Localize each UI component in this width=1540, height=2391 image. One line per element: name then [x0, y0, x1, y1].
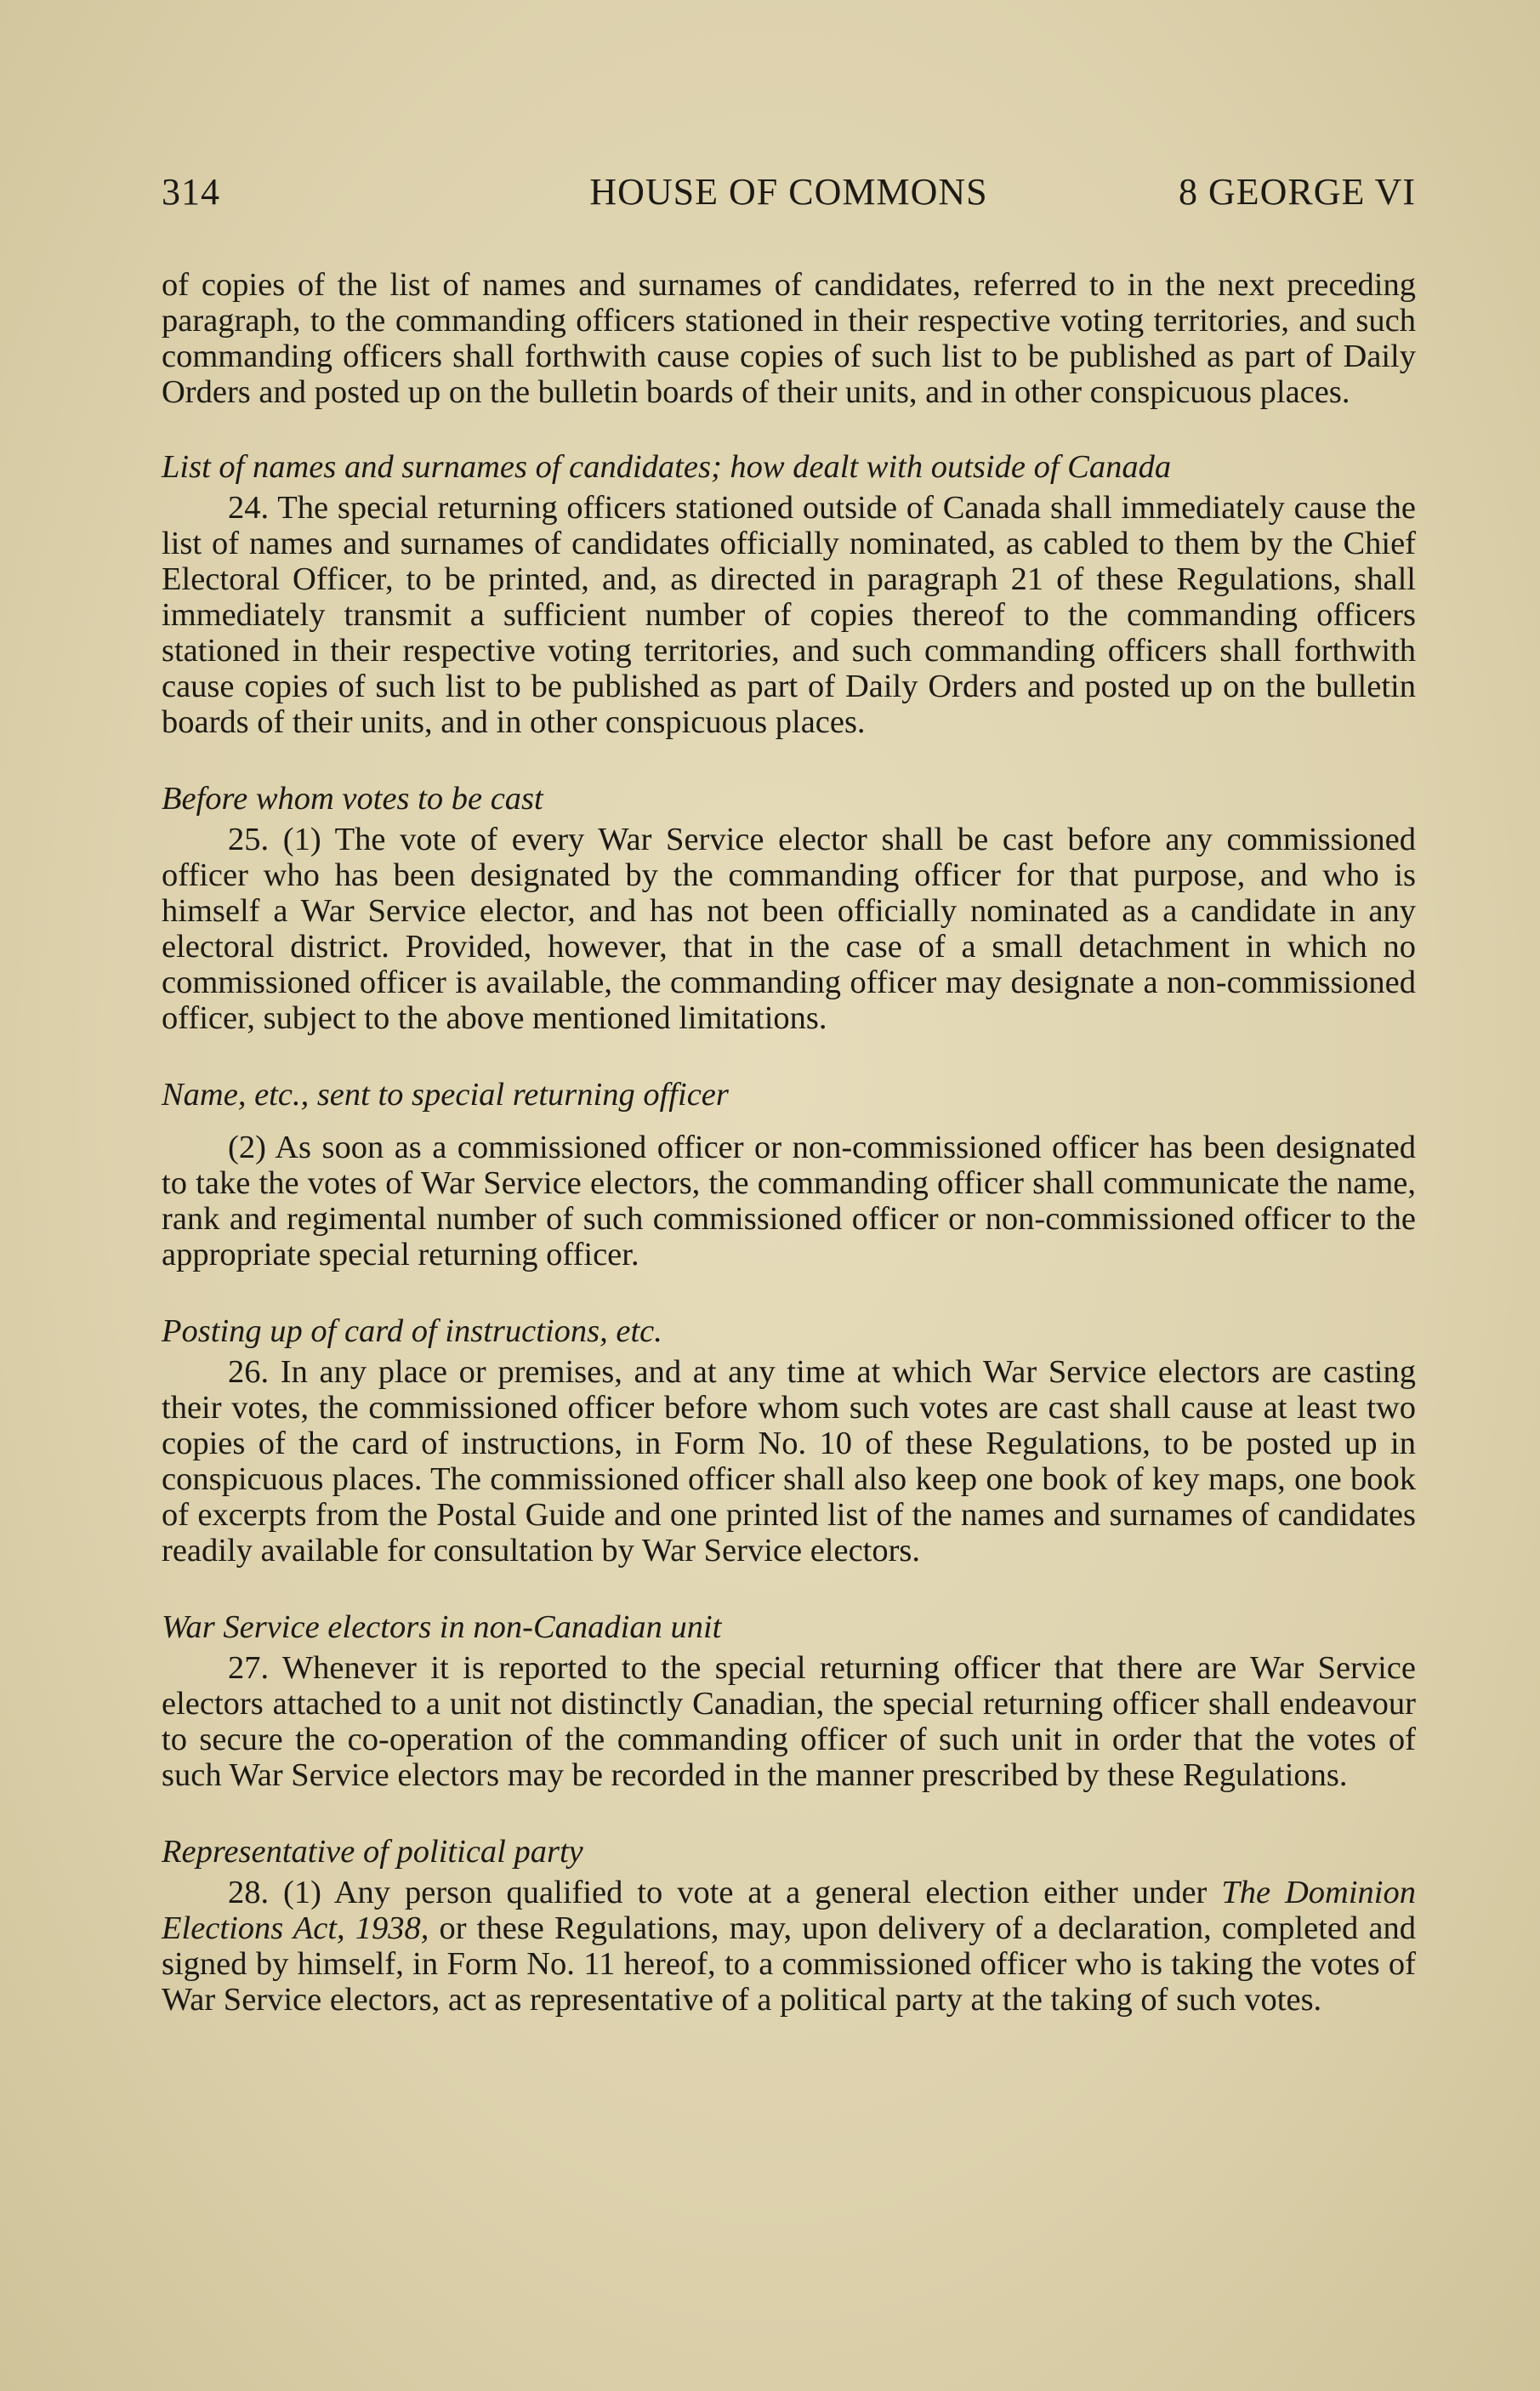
paragraph-26: 26. In any place or premises, and at any time at which War Service electors are casting their votes, the commissioned officer before whom such votes are cast shall cause at least two copies of the card of instructions, in Form No. 10 of these Regulations, to be posted up in conspicuous places. The commissioned officer shall also keep one book of key maps, one book of excerpts from the Postal Guide and one printed list of the names and surnames of candidates readily available for consultation by War Service electors. — [162, 1354, 1416, 1568]
paragraph-25-1: 25. (1) The vote of every War Service elector shall be cast before any commissioned officer who has been designated by the commanding officer for that purpose, and who is himself a War Service elector, and has not been officially nominated as a candidate in any electoral district. Provided, however, that in the case of a small detachment in which no commissioned officer is available, the commanding officer may designate a non-commissioned officer, subject to the above mentioned limitations. — [162, 822, 1416, 1036]
running-header — [162, 170, 1416, 221]
section-heading-28: Representative of political party — [162, 1834, 583, 1870]
section-heading-27: War Service electors in non-Canadian unit — [162, 1609, 722, 1645]
paragraph-28-text-a: 28. (1) Any person qualified to vote at a general election either under — [228, 1875, 1222, 1910]
act-title: The Dominion Elections Act, 1938, — [162, 1875, 1417, 1946]
page-number: 314 — [162, 171, 220, 213]
paragraph-28-text-b: or these Regulations, may, upon delivery of a declaration, completed and signed by himself, in Form No. 11 hereof, to a commissioned officer who is taking the votes of War Service electors, act as representative of a political party at the taking of such votes. — [162, 1910, 1416, 2018]
paragraph-24: 24. The special returning officers stationed outside of Canada shall immediately cause the list of names and surnames of candidates officially nominated, as cabled to them by the Chief Electoral Officer, to be printed, and, as directed in paragraph 21 of these Regulations, shall immediately transmit a sufficient number of copies thereof to the commanding officers stationed in their respective voting territories, and such commanding officers shall forthwith cause copies of such list to be published as part of Daily Orders and posted up on the bulletin boards of their units, and in other conspicuous places. — [162, 490, 1416, 740]
section-heading-26: Posting up of card of instructions, etc. — [162, 1313, 662, 1349]
paragraph-27: 27. Whenever it is reported to the special returning officer that there are War Service electors attached to a unit not distinctly Canadian, the special returning officer shall endeavour to secure the co-operation of the commanding officer of such unit in order that the votes of such War Service electors may be recorded in the manner prescribed by these Regulations. — [162, 1650, 1416, 1793]
paragraph-25-2: (2) As soon as a commissioned officer or non-commissioned officer has been designated to take the votes of War Service electors, the commanding officer shall communicate the name, rank and regimental number of such commissioned officer or non-commissioned officer to the appropriate special returning officer. — [162, 1130, 1416, 1272]
header-session: 8 GEORGE VI — [1178, 171, 1416, 213]
paragraph-28-1 — [162, 1875, 1416, 2018]
section-heading-25-1: Before whom votes to be cast — [162, 781, 543, 817]
section-heading-25-2: Name, etc., sent to special returning officer — [162, 1077, 729, 1113]
header-title: HOUSE OF COMMONS — [589, 171, 988, 213]
paragraph-continuation: of copies of the list of names and surnames of candidates, referred to in the next preceding paragraph, to the commanding officers stationed in their respective voting territories, and such commanding officers shall forthwith cause copies of such list to be published as part of Daily Orders and posted up on the bulletin boards of their units, and in other conspicuous places. — [162, 267, 1416, 410]
document-body — [162, 267, 1416, 2018]
section-heading-24: List of names and surnames of candidates; how dealt with outside of Canada — [162, 449, 1172, 485]
